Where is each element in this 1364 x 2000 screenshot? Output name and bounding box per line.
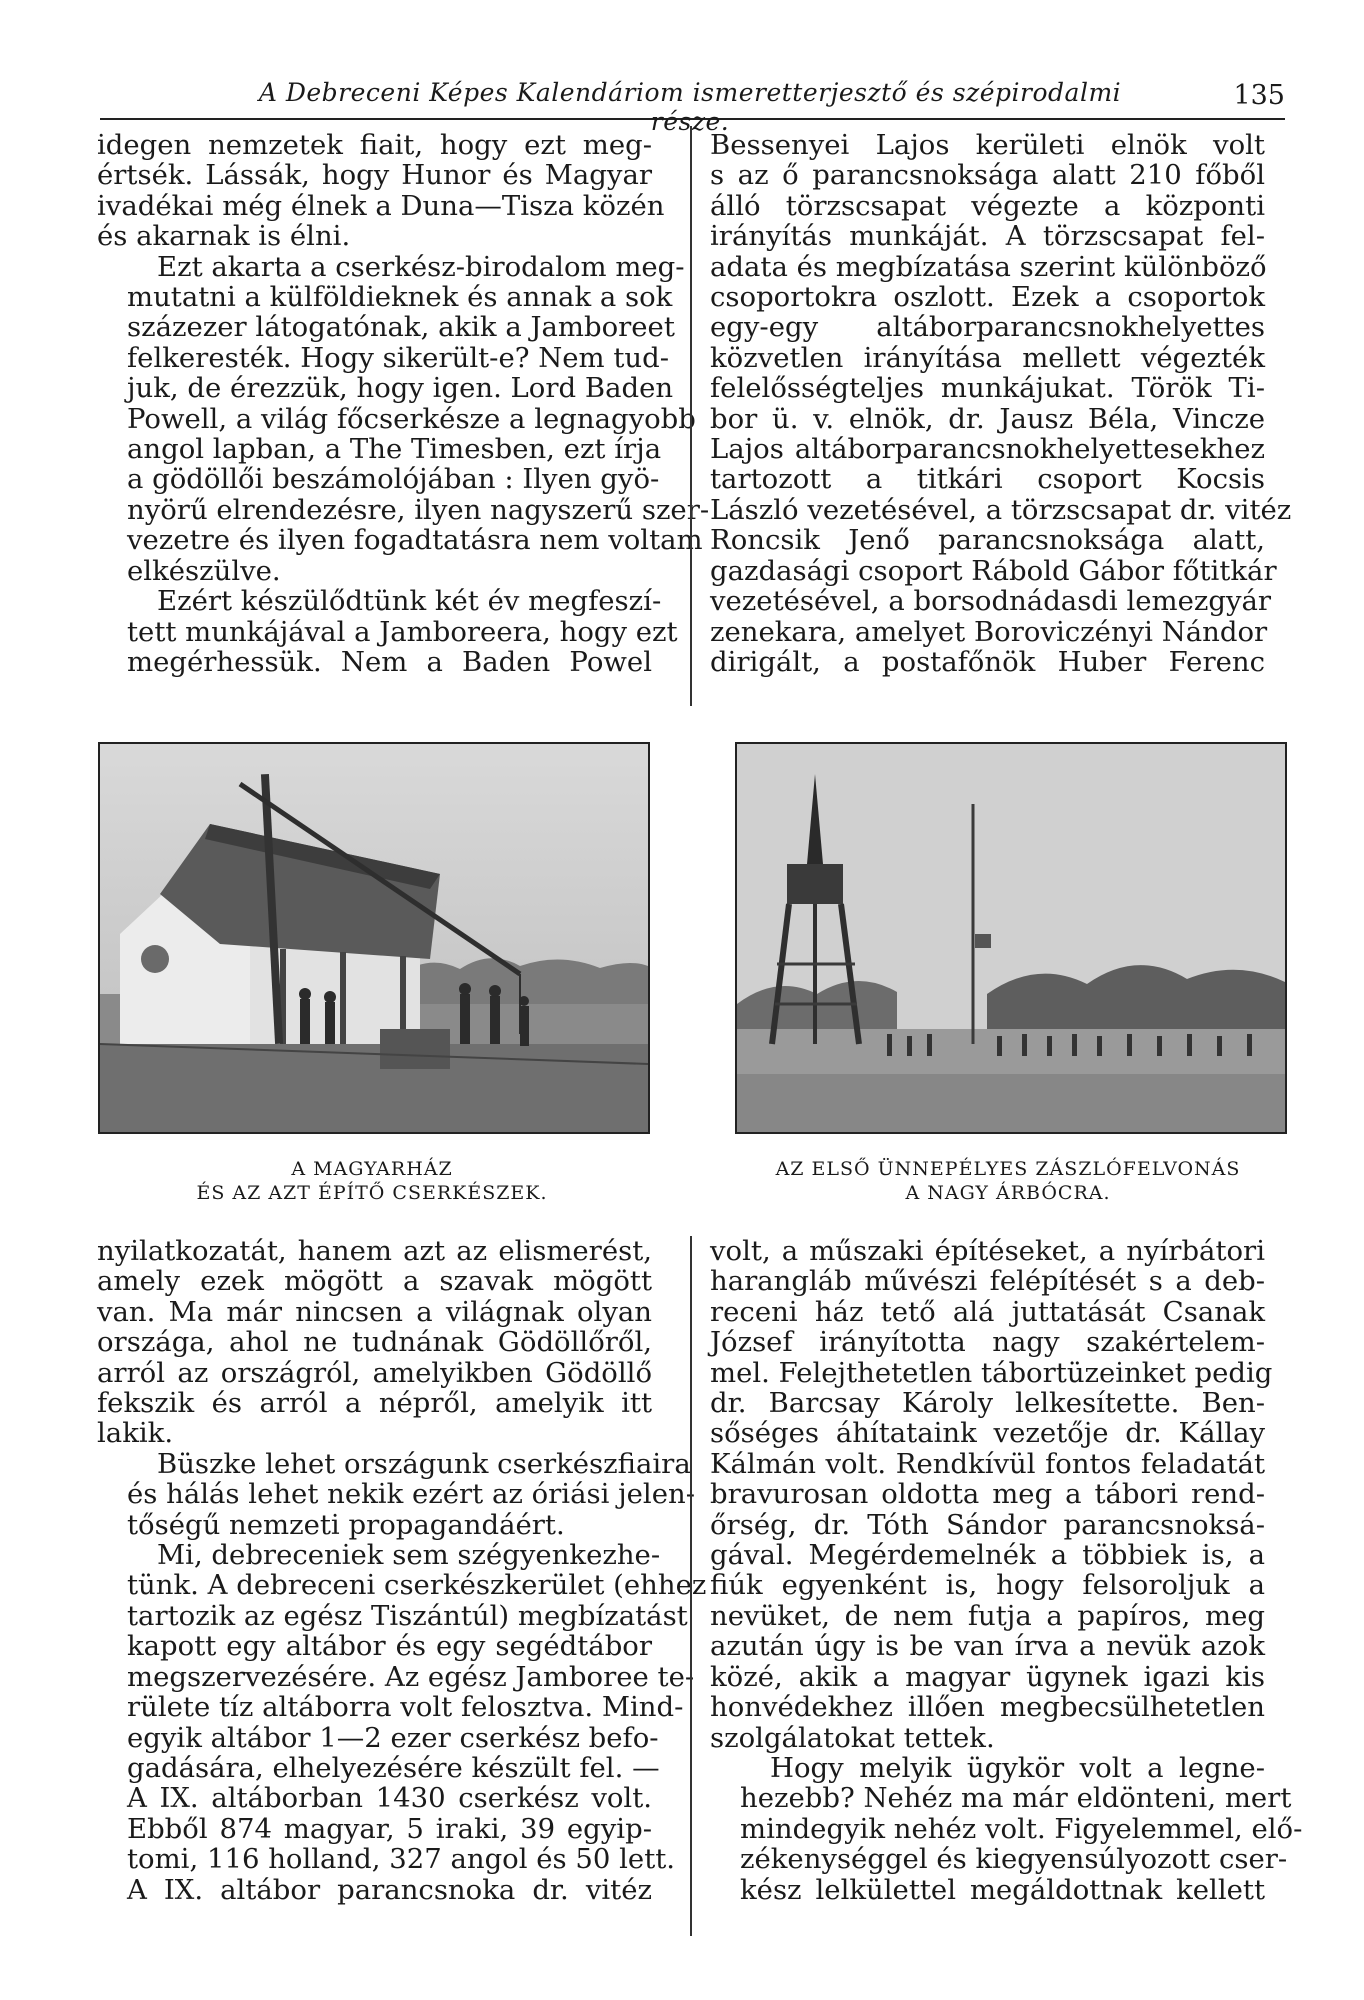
text-line: megszervezésére. Az egész Jamboree te-: [127, 1660, 695, 1693]
caption-line: AZ ELSŐ ÜNNEPÉLYES ZÁSZLÓFELVONÁS: [775, 1158, 1241, 1180]
paragraph: [710, 1235, 1273, 1754]
text-line: és akarnak is élni.: [97, 220, 351, 253]
text-line: lakik.: [97, 1417, 174, 1450]
text-line: József irányította nagy szakértelem-: [710, 1326, 1265, 1359]
text-line: tartozott a titkári csoport Kocsis: [710, 463, 1265, 496]
left-column-top: [97, 129, 710, 678]
text-line: gazdasági csoport Rábold Gábor főtitkár: [710, 554, 1277, 587]
text-line: tünk. A debreceni cserkészkerület (ehhez: [127, 1569, 707, 1602]
column-rule-top: [690, 126, 692, 706]
caption-line: A MAGYARHÁZ: [291, 1158, 453, 1180]
text-line: Büszke lehet országunk cserkészfiaira: [157, 1447, 691, 1480]
text-line: közé, akik a magyar ügynek igazi kis: [710, 1660, 1265, 1693]
text-line: bravurosan oldotta meg a tábori rend-: [710, 1478, 1265, 1511]
photo-zaszlofelvonas-illustration: [737, 744, 1285, 1132]
text-line: Ebből 874 magyar, 5 iraki, 39 egyip-: [127, 1812, 652, 1845]
text-line: országa, ahol ne tudnának Gödöllőről,: [97, 1326, 652, 1359]
right-column-top: [710, 129, 1292, 678]
text-line: zékenységgel és kiegyensúlyozott cser-: [740, 1843, 1288, 1876]
paragraph: [97, 250, 710, 587]
text-line: Roncsik Jenő parancsnoksága alatt,: [710, 524, 1265, 557]
text-line: Mi, debreceniek sem szégyenkezhe-: [157, 1539, 661, 1572]
text-line: arról az országról, amelyikben Gödöllő: [97, 1356, 652, 1389]
text-line: nyörű elrendezésre, ilyen nagyszerű szer-: [127, 493, 710, 526]
text-line: rülete tíz altáborra volt felosztva. Mind-: [127, 1691, 684, 1724]
photo-magyarhaz-illustration: [100, 744, 648, 1132]
text-line: amely ezek mögött a szavak mögött: [97, 1265, 652, 1298]
paragraph: [97, 1447, 695, 1541]
text-line: őrség, dr. Tóth Sándor parancsnoksá-: [710, 1508, 1265, 1541]
left-column-bottom: [97, 1235, 707, 1906]
text-line: tőségű nemzeti propagandáért.: [127, 1508, 565, 1541]
photo-magyarhaz: [98, 742, 650, 1134]
text-line: László vezetésével, a törzscsapat dr. vitéz: [710, 493, 1292, 526]
photo-caption-right: [728, 1157, 1288, 1205]
text-line: ivadékai még élnek a Duna—Tisza közén: [97, 189, 665, 222]
text-line: felelősségteljes munkájukat. Török Ti-: [710, 372, 1265, 405]
caption-line: A NAGY ÁRBÓCRA.: [905, 1182, 1111, 1204]
paragraph: [97, 1236, 652, 1449]
text-line: gával. Megérdemelnék a többiek is, a: [710, 1539, 1265, 1572]
text-line: gadására, elhelyezésére készült fel. —: [127, 1751, 660, 1784]
text-line: Powell, a világ főcserkésze a legnagyobb: [127, 402, 696, 435]
column-rule-bottom: [690, 1236, 692, 1936]
text-line: fiúk egyenként is, hogy felsoroljuk a: [710, 1569, 1265, 1602]
right-column-bottom: [710, 1235, 1303, 1906]
text-line: tomi, 116 holland, 327 angol és 50 lett.: [127, 1843, 676, 1876]
text-line: közvetlen irányítása mellett végezték: [710, 341, 1265, 374]
text-line: harangláb művészi felépítését s a deb-: [710, 1265, 1265, 1298]
photo-caption-left: [92, 1157, 652, 1205]
paragraph: [97, 585, 678, 678]
running-header: [100, 78, 1285, 136]
paragraph: [97, 129, 665, 253]
text-line: Ezt akarta a cserkész-birodalom meg-: [157, 250, 685, 283]
text-line: elkészülve.: [127, 554, 281, 587]
text-line: A IX. altáborban 1430 cserkész volt.: [127, 1782, 652, 1815]
text-line: van. Ma már nincsen a világnak olyan: [97, 1295, 652, 1328]
text-line: kész lelkülettel megáldottnak kellett: [740, 1873, 1265, 1906]
text-line: megérhessük. Nem a Baden Powel: [127, 645, 652, 678]
text-line: vezetre és ilyen fogadtatásra nem voltam: [127, 524, 703, 557]
text-line: Lajos altáborparancsnokhelyettesekhez: [710, 433, 1265, 466]
text-line: értsék. Lássák, hogy Hunor és Magyar: [97, 159, 652, 192]
text-line: nyilatkozatát, hanem azt az elismerést,: [97, 1235, 652, 1267]
text-line: a gödöllői beszámolójában : Ilyen gyö-: [127, 463, 660, 496]
text-line: százezer látogatónak, akik a Jamboreet: [127, 311, 675, 344]
text-line: irányítás munkáját. A törzscsapat fel-: [710, 220, 1265, 253]
text-line: szolgálatokat tettek.: [710, 1721, 995, 1754]
text-line: álló törzscsapat végezte a központi: [710, 189, 1265, 222]
text-line: tett munkájával a Jamboreera, hogy ezt: [127, 615, 678, 648]
text-line: fekszik és arról a népről, amelyik itt: [97, 1387, 652, 1420]
text-line: vezetésével, a borsodnádasdi lemezgyár: [710, 585, 1272, 618]
paragraph: [710, 1751, 1303, 1906]
text-line: azután úgy is be van írva a nevük azok: [710, 1630, 1265, 1663]
text-line: Ezért készülődtünk két év megfeszí-: [157, 585, 662, 618]
paragraph: [710, 129, 1292, 678]
text-line: volt, a műszaki építéseket, a nyírbátori: [710, 1235, 1265, 1267]
text-line: tartozik az egész Tiszántúl) megbízatást: [127, 1599, 688, 1632]
text-line: dr. Barcsay Károly lelkesítette. Ben-: [710, 1387, 1265, 1420]
text-line: sőséges áhítataink vezetője dr. Kállay: [710, 1417, 1265, 1450]
text-line: Hogy melyik ügykör volt a legne-: [770, 1751, 1265, 1784]
text-line: juk, de érezzük, hogy igen. Lord Baden: [127, 372, 674, 405]
text-line: Kálmán volt. Rendkívül fontos feladatát: [710, 1447, 1265, 1480]
text-line: adata és megbízatása szerint különböző: [710, 250, 1267, 283]
text-line: honvédekhez illően megbecsülhetetlen: [710, 1691, 1265, 1724]
page-number: 135: [1233, 80, 1285, 111]
text-line: csoportokra oszlott. Ezek a csoportok: [710, 281, 1265, 314]
text-line: zenekara, amelyet Boroviczényi Nándor: [710, 615, 1268, 648]
text-line: mutatni a külföldieknek és annak a sok: [127, 281, 673, 314]
paragraph: [97, 1539, 707, 1906]
text-line: angol lapban, a The Timesben, ezt írja: [127, 433, 662, 466]
text-line: mindegyik nehéz volt. Figyelemmel, elő-: [740, 1812, 1303, 1845]
text-line: egy-egy altáborparancsnokhelyettes: [710, 311, 1265, 344]
text-line: mel. Felejthetetlen tábortüzeinket pedig: [710, 1356, 1273, 1389]
text-line: dirigált, a postafőnök Huber Ferenc: [710, 645, 1265, 678]
text-line: idegen nemzetek fiait, hogy ezt meg-: [97, 129, 652, 161]
text-line: kapott egy altábor és egy segédtábor: [127, 1630, 652, 1663]
text-line: nevüket, de nem futja a papíros, meg: [710, 1599, 1265, 1632]
photo-zaszlofelvonas: [735, 742, 1287, 1134]
header-title: A Debreceni Képes Kalendáriom ismeretterjesztő és szépirodalmi része.: [258, 78, 1122, 136]
text-line: A IX. altábor parancsnoka dr. vitéz: [127, 1873, 652, 1906]
text-line: s az ő parancsnoksága alatt 210 főből: [710, 159, 1265, 192]
text-line: bor ü. v. elnök, dr. Jausz Béla, Vincze: [710, 402, 1265, 435]
text-line: receni ház tető alá juttatását Csanak: [710, 1295, 1265, 1328]
text-line: Bessenyei Lajos kerületi elnök volt: [710, 129, 1265, 161]
text-line: hezebb? Nehéz ma már eldönteni, mert: [740, 1782, 1292, 1815]
caption-line: ÉS AZ AZT ÉPÍTŐ CSERKÉSZEK.: [196, 1182, 548, 1204]
text-line: és hálás lehet nekik ezért az óriási jelen-: [127, 1478, 695, 1511]
text-line: felkeresték. Hogy sikerült-e? Nem tud-: [127, 341, 670, 374]
text-line: egyik altábor 1—2 ezer cserkész befo-: [127, 1721, 659, 1754]
